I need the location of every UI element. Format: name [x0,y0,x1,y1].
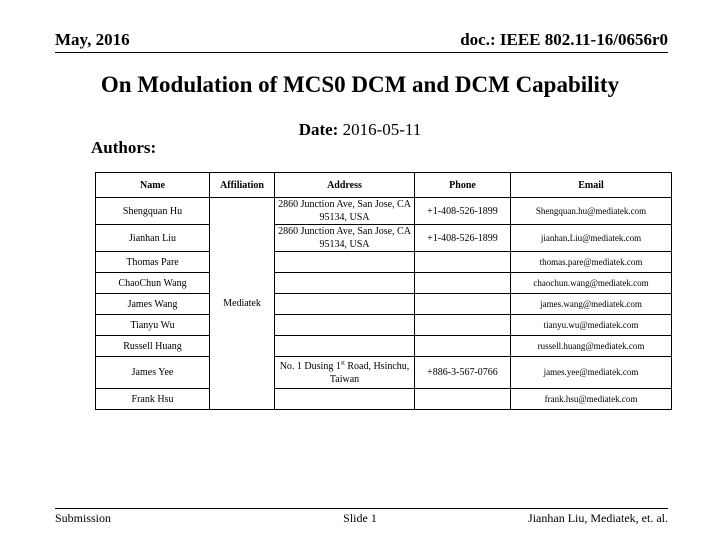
header-doc-id: doc.: IEEE 802.11-16/0656r0 [460,30,668,49]
table-header-row [96,173,672,198]
author-name: ChaoChun Wang [96,273,210,294]
column-header-email: Email [511,173,672,198]
footer-divider [55,508,668,509]
table-row [96,198,672,225]
author-email: thomas.pare@mediatek.com [511,252,672,273]
table-row [96,336,672,357]
author-address: 2860 Junction Ave, San Jose, CA 95134, USA [275,225,415,252]
date-value: 2016-05-11 [342,120,422,139]
author-address [275,389,415,410]
column-header-address: Address [275,173,415,198]
table-row [96,315,672,336]
footer-slide-number: Slide 1 [343,511,377,525]
header-date: May, 2016 [55,30,130,49]
author-address [275,294,415,315]
author-phone [415,389,511,410]
author-address [275,273,415,294]
authors-label: Authors: [91,138,157,157]
author-email: frank.hsu@mediatek.com [511,389,672,410]
author-address [275,336,415,357]
author-phone [415,273,511,294]
column-header-affiliation: Affiliation [210,173,275,198]
author-affiliation: Mediatek [210,198,275,410]
author-phone: +886-3-567-0766 [415,357,511,389]
author-email: james.yee@mediatek.com [511,357,672,389]
author-name: Frank Hsu [96,389,210,410]
column-header-name: Name [96,173,210,198]
author-email: Shengquan.hu@mediatek.com [511,198,672,225]
author-name: Russell Huang [96,336,210,357]
table-row [96,357,672,389]
table-row [96,225,672,252]
author-phone: +1-408-526-1899 [415,225,511,252]
author-name: Tianyu Wu [96,315,210,336]
table-row [96,252,672,273]
author-name: James Wang [96,294,210,315]
author-name: Thomas Pare [96,252,210,273]
author-name: James Yee [96,357,210,389]
column-header-phone: Phone [415,173,511,198]
footer-submission: Submission [55,511,112,525]
author-phone [415,315,511,336]
date-label: Date: [298,120,339,139]
author-address: 2860 Junction Ave, San Jose, CA 95134, USA [275,198,415,225]
table-row [96,294,672,315]
author-address [275,315,415,336]
author-email: tianyu.wu@mediatek.com [511,315,672,336]
author-address: No. 1 Dusing 1st Road, Hsinchu, Taiwan [275,357,415,389]
date-line [0,120,720,140]
author-email: chaochun.wang@mediatek.com [511,273,672,294]
author-name: Shengquan Hu [96,198,210,225]
table-row [96,389,672,410]
table-row [96,273,672,294]
author-phone [415,294,511,315]
slide-title: On Modulation of MCS0 DCM and DCM Capability [100,72,620,97]
author-phone [415,252,511,273]
author-address [275,252,415,273]
author-email: russell.huang@mediatek.com [511,336,672,357]
author-email: jianhan.Liu@mediatek.com [511,225,672,252]
author-phone: +1-408-526-1899 [415,198,511,225]
footer-authors: Jianhan Liu, Mediatek, et. al. [528,511,668,525]
author-name: Jianhan Liu [96,225,210,252]
authors-table [95,172,672,410]
author-phone [415,336,511,357]
header-divider [55,52,668,53]
author-email: james.wang@mediatek.com [511,294,672,315]
